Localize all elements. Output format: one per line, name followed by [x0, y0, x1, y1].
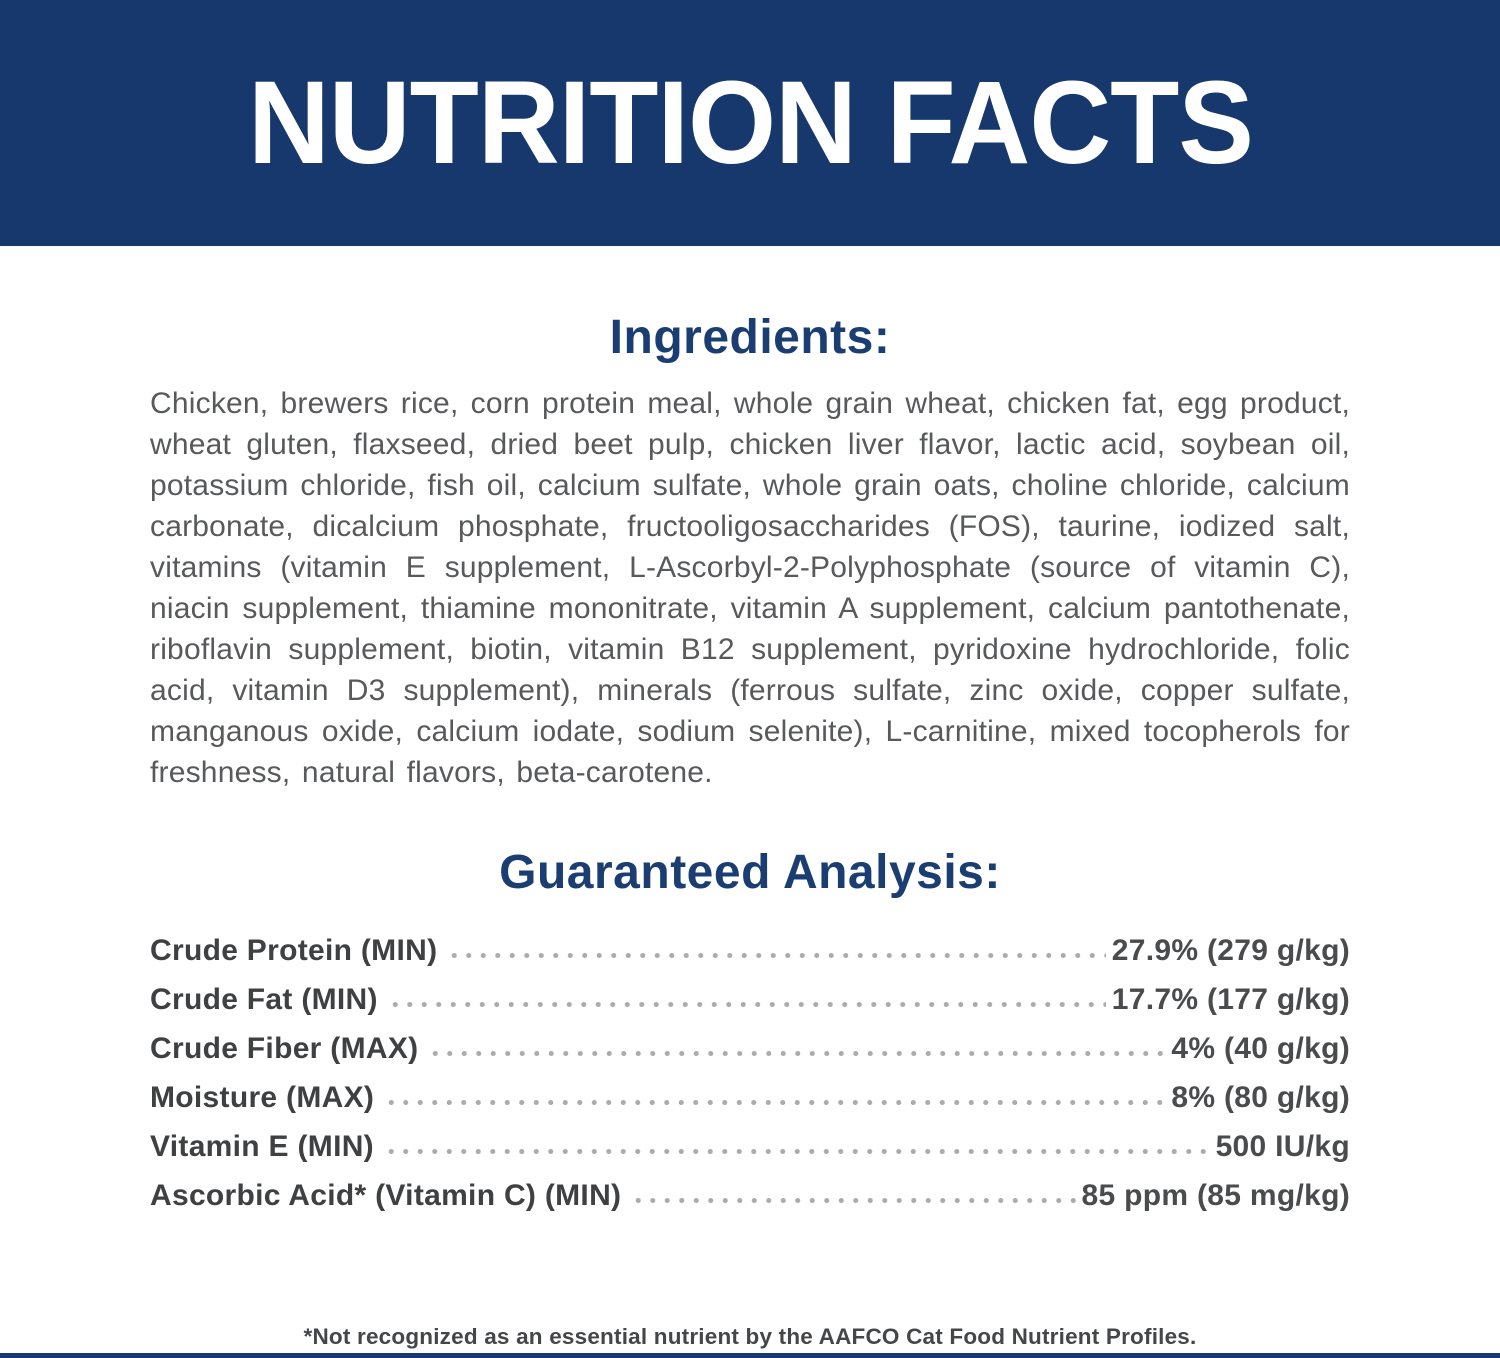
analysis-row-value: 8% (80 g/kg)	[1171, 1081, 1350, 1114]
dot-leader	[384, 1147, 1210, 1156]
ingredients-text: Chicken, brewers rice, corn protein meal, whole grain wheat, chicken fat, egg product, wheat gluten, flaxseed, dried beet pulp, chicken liver flavor, lactic acid, soybean oil, potassium chloride, fish oil, calcium sulfate, whole grain oats, choline chloride, calcium carbonate, dicalcium phosphate, fructooligosaccharides (FOS), taurine, iodized salt, vitamins (vitamin E supplement, L-Ascorbyl-2-Polyphosphate (source of vitamin C), niacin supplement, thiamine mononitrate, vitamin A supplement, calcium pantothenate, riboflavin supplement, biotin, vitamin B12 supplement, pyridoxine hydrochloride, folic acid, vitamin D3 supplement), minerals (ferrous sulfate, zinc oxide, copper sulfate, manganous oxide, calcium iodate, sodium selenite), L-carnitine, mixed tocopherols for freshness, natural flavors, beta-carotene.	[150, 387, 1350, 789]
analysis-row-value: 500 IU/kg	[1215, 1130, 1350, 1163]
dot-leader	[384, 1098, 1165, 1107]
ingredients-heading: Ingredients:	[609, 311, 891, 364]
dot-leader	[447, 951, 1105, 960]
dot-leader	[631, 1196, 1075, 1205]
analysis-row-label: Crude Fat (MIN)	[150, 983, 378, 1016]
analysis-row-value: 85 ppm (85 mg/kg)	[1081, 1179, 1350, 1212]
guaranteed-analysis-heading: Guaranteed Analysis:	[499, 846, 1001, 899]
page-title: NUTRITION FACTS	[247, 57, 1253, 189]
analysis-row-label: Vitamin E (MIN)	[150, 1130, 374, 1163]
analysis-row-label: Ascorbic Acid* (Vitamin C) (MIN)	[150, 1179, 622, 1212]
analysis-row	[150, 1130, 1350, 1164]
analysis-row-label: Crude Fiber (MAX)	[150, 1032, 419, 1065]
guaranteed-analysis-table	[150, 934, 1350, 1213]
analysis-row	[150, 1179, 1350, 1213]
analysis-row-value: 4% (40 g/kg)	[1171, 1032, 1350, 1065]
dot-leader	[428, 1049, 1165, 1058]
dot-leader	[388, 1000, 1106, 1009]
analysis-row-value: 27.9% (279 g/kg)	[1111, 934, 1350, 967]
analysis-row	[150, 983, 1350, 1017]
analysis-row-label: Moisture (MAX)	[150, 1081, 375, 1114]
analysis-row-label: Crude Protein (MIN)	[150, 934, 438, 967]
analysis-row	[150, 1032, 1350, 1066]
bottom-accent-bar	[0, 1353, 1500, 1358]
analysis-row	[150, 934, 1350, 968]
analysis-row-value: 17.7% (177 g/kg)	[1111, 983, 1350, 1016]
label-body	[0, 310, 1500, 1213]
analysis-row	[150, 1081, 1350, 1115]
header-banner	[0, 0, 1500, 246]
footnote: *Not recognized as an essential nutrient by the AAFCO Cat Food Nutrient Profiles.	[303, 1324, 1197, 1349]
